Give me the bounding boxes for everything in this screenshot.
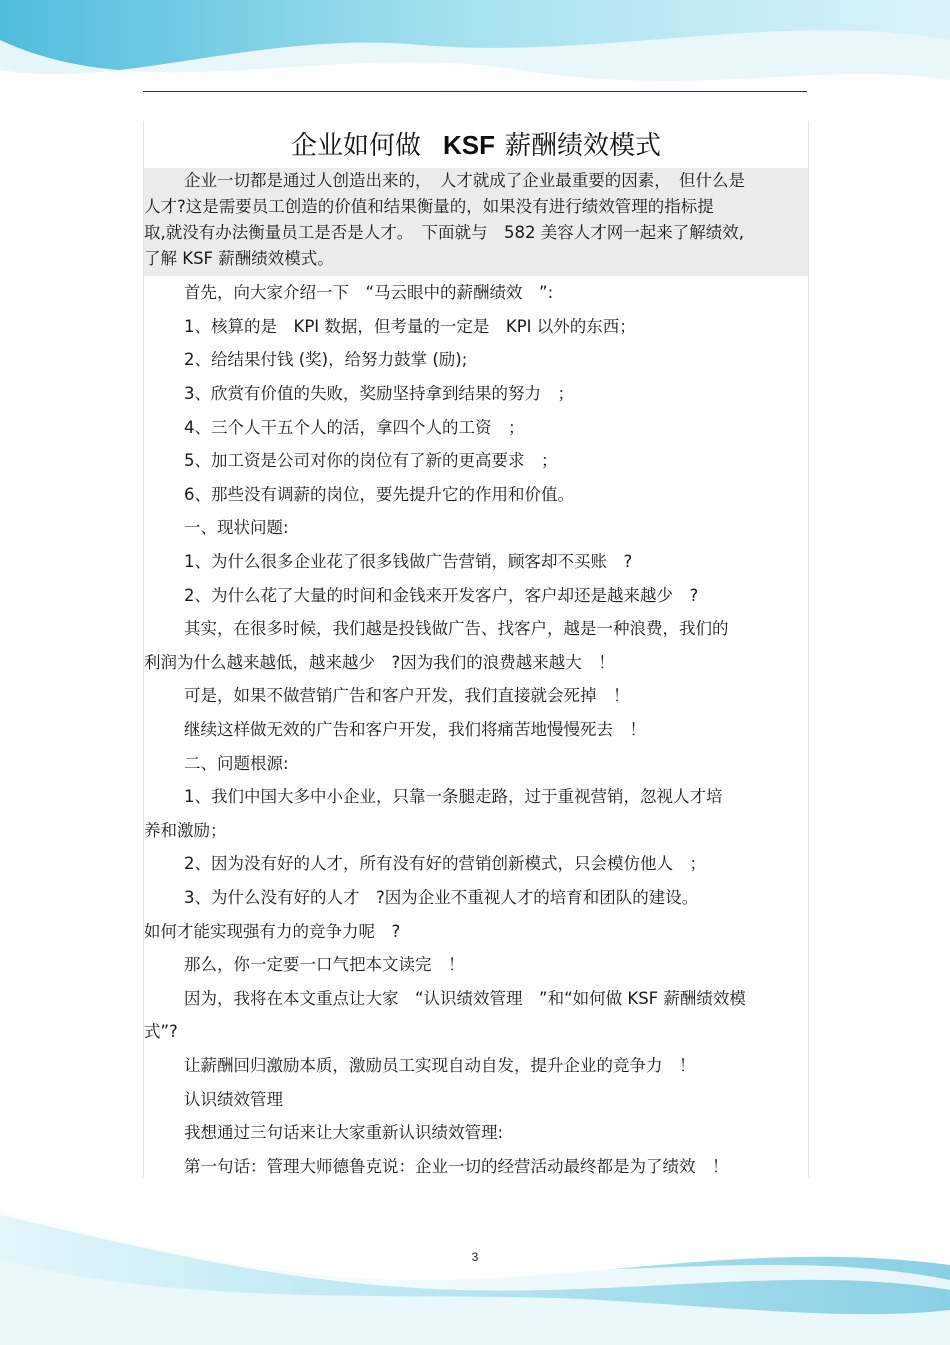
list-item: 1、核算的是 KPI 数据，但考量的一定是 KPI 以外的东西； (184, 317, 636, 336)
list-item: 3、欣赏有价值的失败，奖励坚持拿到结果的努力 ； (184, 384, 574, 403)
paragraph-line: 继续这样做无效的广告和客户开发，我们将痛苦地慢慢死去 ！ (184, 720, 646, 739)
list-item: 2、为什么花了大量的时间和金钱来开发客户，客户却还是越来越少 ? (184, 586, 699, 605)
document-title (144, 127, 808, 164)
list-item: 1、我们中国大多中小企业，只靠一条腿走路，过于重视营销，忽视人才培 (184, 787, 723, 806)
paragraph-line: 利润为什么越来越低，越来越少 ?因为我们的浪费越来越大 ！ (144, 653, 615, 672)
intro-paragraph (144, 168, 808, 276)
intro-line: 取,就没有办法衡量员工是否是人才。 下面就与 582 美容人才网一起来了解绩效, (144, 223, 744, 242)
paragraph-line: 让薪酬回归激励本质，激励员工实现自动自发，提升企业的竞争力 ！ (184, 1056, 696, 1075)
top-wave-decoration (0, 0, 950, 130)
paragraph-line: 可是，如果不做营销广告和客户开发，我们直接就会死掉 ！ (184, 686, 630, 705)
title-part-3: 薪酬绩效模式 (505, 131, 662, 161)
list-item: 养和激励； (144, 821, 227, 840)
list-item: 1、为什么很多企业花了很多钱做广告营销，顾客却不买账 ? (184, 552, 633, 571)
list-item: 4、三个人干五个人的活，拿四个人的工资 ； (184, 418, 525, 437)
section-heading: 认识绩效管理 (184, 1090, 283, 1109)
paragraph-line: 式”? (144, 1022, 178, 1041)
intro-line: 了解 KSF 薪酬绩效模式。 (144, 249, 334, 268)
list-item: 2、因为没有好的人才，所有没有好的营销创新模式，只会模仿他人 ； (184, 854, 706, 873)
section-heading: 一、现状问题: (184, 518, 289, 537)
paragraph-line: 其实，在很多时候，我们越是投钱做广告、找客户，越是一种浪费，我们的 (184, 619, 729, 638)
intro-line: 企业一切都是通过人创造出来的， 人才就成了企业最重要的因素， 但什么是 (184, 171, 745, 190)
list-item: 6、那些没有调薪的岗位，要先提升它的作用和价值。 (184, 485, 574, 504)
page-number: 3 (471, 1250, 479, 1264)
paragraph-line: 如何才能实现强有力的竞争力呢 ? (144, 922, 401, 941)
list-item: 2、给结果付钱 (奖)，给努力鼓掌 (励); (184, 350, 468, 369)
paragraph-line: 第一句话：管理大师德鲁克说：企业一切的经营活动最终都是为了绩效 ！ (184, 1157, 729, 1176)
title-part-1: 企业如何做 (290, 131, 421, 161)
document-page (143, 121, 809, 1177)
list-item: 5、加工资是公司对你的岗位有了新的更高要求 ； (184, 451, 558, 470)
header-rule (143, 91, 807, 92)
paragraph-line: 我想通过三句话来让大家重新认识绩效管理: (184, 1123, 504, 1142)
paragraph-line: 首先，向大家介绍一下 “马云眼中的薪酬绩效 ”: (184, 283, 554, 302)
title-part-2: KSF (443, 130, 495, 160)
paragraph-line: 因为，我将在本文重点让大家 “认识绩效管理 ”和“如何做 KSF 薪酬绩效模 (184, 989, 746, 1008)
section-heading: 二、问题根源: (184, 754, 289, 773)
intro-line: 人才?这是需要员工创造的价值和结果衡量的，如果没有进行绩效管理的指标提 (144, 197, 714, 216)
list-item: 3、为什么没有好的人才 ?因为企业不重视人才的培育和团队的建设。 (184, 888, 699, 907)
paragraph-line: 那么，你一定要一口气把本文读完 ！ (184, 955, 465, 974)
